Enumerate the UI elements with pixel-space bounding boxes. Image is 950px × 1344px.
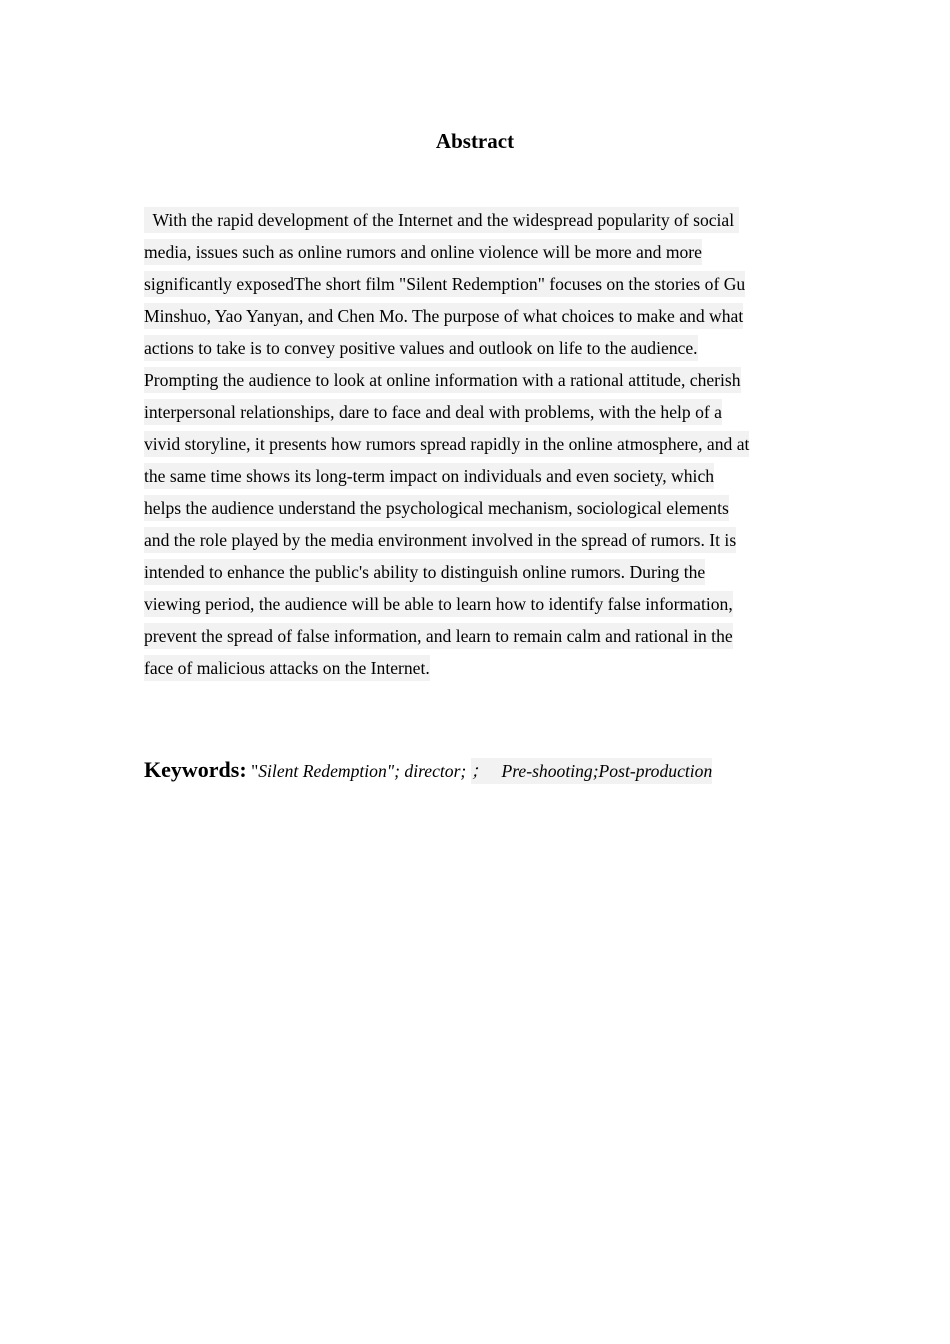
abstract-line	[144, 588, 812, 620]
abstract-line-text: actions to take is to convey positive values and outlook on life to the audience.	[144, 335, 698, 361]
abstract-line	[144, 492, 812, 524]
abstract-line-text: Minshuo, Yao Yanyan, and Chen Mo. The purpose of what choices to make and what	[144, 303, 743, 329]
abstract-line-text: vivid storyline, it presents how rumors spread rapidly in the online atmosphere, and at	[144, 431, 749, 457]
abstract-line-text: media, issues such as online rumors and online violence will be more and more	[144, 239, 702, 265]
abstract-line	[144, 236, 812, 268]
keywords-label: Keywords:	[144, 757, 247, 782]
abstract-line	[144, 652, 812, 684]
keywords-text-highlighted: ； Pre-shooting;Post-production	[471, 758, 713, 784]
abstract-line-text: With the rapid development of the Internet and the widespread popularity of social	[144, 207, 739, 233]
keywords-open-quote: "	[251, 761, 259, 781]
abstract-line-text: significantly exposedThe short film "Silent Redemption" focuses on the stories of Gu	[144, 271, 745, 297]
abstract-title: Abstract	[435, 129, 515, 153]
abstract-line-text: the same time shows its long-term impact on individuals and even society, which	[144, 463, 714, 489]
abstract-line	[144, 524, 812, 556]
keywords-text: Silent Redemption"; director;	[258, 761, 471, 781]
abstract-line-text: viewing period, the audience will be able to learn how to identify false information,	[144, 591, 733, 617]
abstract-line	[144, 364, 812, 396]
abstract-line-text: helps the audience understand the psychological mechanism, sociological elements	[144, 495, 729, 521]
abstract-line	[144, 556, 812, 588]
abstract-line	[144, 428, 812, 460]
abstract-line	[144, 332, 812, 364]
keywords-line	[144, 755, 712, 786]
abstract-line-text: prevent the spread of false information, and learn to remain calm and rational in the	[144, 623, 733, 649]
abstract-line-text: face of malicious attacks on the Internet.	[144, 655, 430, 681]
abstract-line-text: intended to enhance the public's ability to distinguish online rumors. During the	[144, 559, 705, 585]
abstract-line	[144, 396, 812, 428]
abstract-body	[144, 204, 812, 684]
abstract-line	[144, 300, 812, 332]
abstract-line-text: interpersonal relationships, dare to face and deal with problems, with the help of a	[144, 399, 722, 425]
abstract-line	[144, 620, 812, 652]
abstract-line-text: and the role played by the media environment involved in the spread of rumors. It is	[144, 527, 736, 553]
abstract-line-text: Prompting the audience to look at online information with a rational attitude, cherish	[144, 367, 741, 393]
abstract-line	[144, 460, 812, 492]
abstract-line	[144, 268, 812, 300]
abstract-line	[144, 204, 812, 236]
